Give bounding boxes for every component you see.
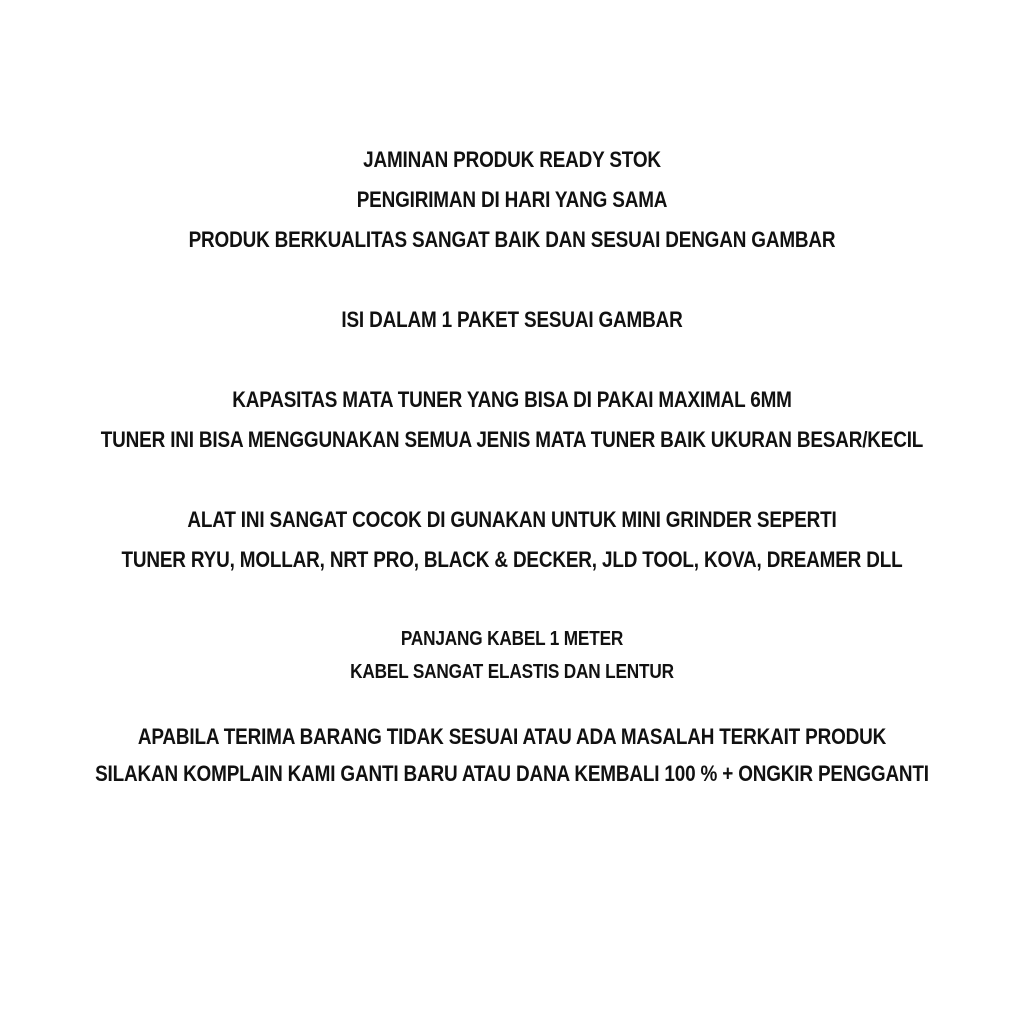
notice-line-package-contents: ISI DALAM 1 PAKET SESUAI GAMBAR xyxy=(341,307,683,332)
notice-line-suitable-for: ALAT INI SANGAT COCOK DI GUNAKAN UNTUK MINI GRINDER SEPERTI xyxy=(187,507,837,532)
notice-line-brands: TUNER RYU, MOLLAR, NRT PRO, BLACK & DECKER, JLD TOOL, KOVA, DREAMER DLL xyxy=(121,547,903,572)
notice-line-compatibility: TUNER INI BISA MENGGUNAKAN SEMUA JENIS MATA TUNER BAIK UKURAN BESAR/KECIL xyxy=(100,427,924,452)
notice-line-quality: PRODUK BERKUALITAS SANGAT BAIK DAN SESUAI DENGAN GAMBAR xyxy=(188,227,836,252)
notice-line-stock-guarantee: JAMINAN PRODUK READY STOK xyxy=(363,147,661,172)
notice-line-capacity: KAPASITAS MATA TUNER YANG BISA DI PAKAI MAXIMAL 6MM xyxy=(232,387,792,412)
notice-line-same-day-shipping: PENGIRIMAN DI HARI YANG SAMA xyxy=(356,187,668,212)
notice-line-cable-length: PANJANG KABEL 1 METER xyxy=(400,628,624,650)
notice-line-cable-elastic: KABEL SANGAT ELASTIS DAN LENTUR xyxy=(350,661,674,683)
notice-line-complaint-remedy: SILAKAN KOMPLAIN KAMI GANTI BARU ATAU DANA KEMBALI 100 % + ONGKIR PENGGANTI xyxy=(95,761,929,786)
notice-line-complaint-condition: APABILA TERIMA BARANG TIDAK SESUAI ATAU ADA MASALAH TERKAIT PRODUK xyxy=(137,724,887,749)
